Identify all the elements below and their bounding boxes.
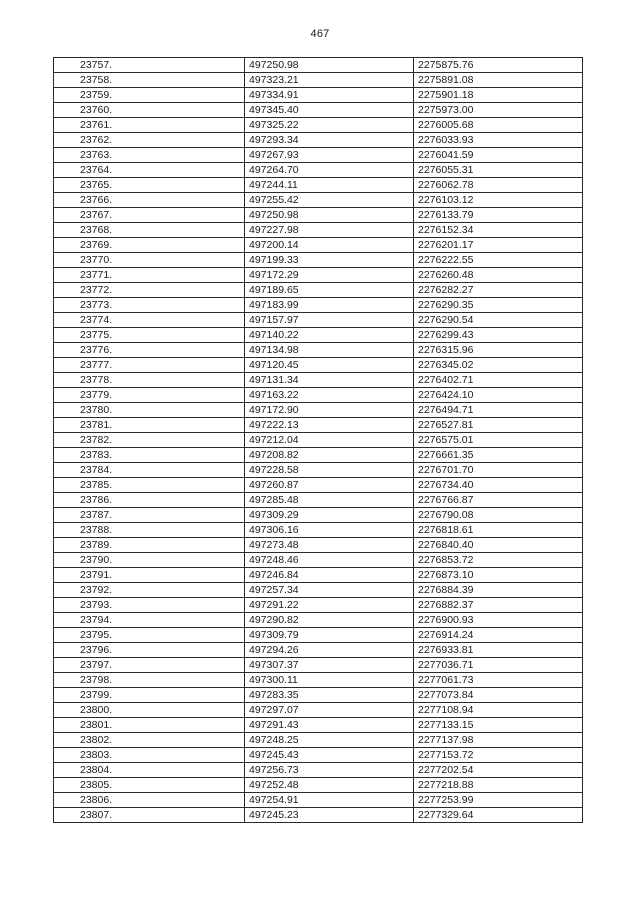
y-coordinate-cell: 2277202.54 (414, 763, 583, 778)
point-number-cell: 23768. (54, 223, 245, 238)
table-row (54, 238, 583, 253)
point-number-cell: 23792. (54, 583, 245, 598)
table-row (54, 733, 583, 748)
x-coordinate-cell: 497264.70 (245, 163, 414, 178)
point-number-cell: 23767. (54, 208, 245, 223)
x-coordinate-cell: 497245.23 (245, 808, 414, 823)
point-number-cell: 23800. (54, 703, 245, 718)
point-number-cell: 23771. (54, 268, 245, 283)
y-coordinate-cell: 2276055.31 (414, 163, 583, 178)
point-number-cell: 23782. (54, 433, 245, 448)
table-row (54, 403, 583, 418)
table-row (54, 373, 583, 388)
y-coordinate-cell: 2276734.40 (414, 478, 583, 493)
x-coordinate-cell: 497323.21 (245, 73, 414, 88)
point-number-cell: 23805. (54, 778, 245, 793)
y-coordinate-cell: 2276041.59 (414, 148, 583, 163)
x-coordinate-cell: 497297.07 (245, 703, 414, 718)
table-row (54, 688, 583, 703)
y-coordinate-cell: 2276661.35 (414, 448, 583, 463)
point-number-cell: 23773. (54, 298, 245, 313)
x-coordinate-cell: 497183.99 (245, 298, 414, 313)
point-number-cell: 23776. (54, 343, 245, 358)
y-coordinate-cell: 2276299.43 (414, 328, 583, 343)
point-number-cell: 23785. (54, 478, 245, 493)
y-coordinate-cell: 2276884.39 (414, 583, 583, 598)
y-coordinate-cell: 2277253.99 (414, 793, 583, 808)
coordinates-table (53, 57, 583, 823)
y-coordinate-cell: 2276527.81 (414, 418, 583, 433)
point-number-cell: 23761. (54, 118, 245, 133)
x-coordinate-cell: 497200.14 (245, 238, 414, 253)
point-number-cell: 23804. (54, 763, 245, 778)
y-coordinate-cell: 2277108.94 (414, 703, 583, 718)
y-coordinate-cell: 2276005.68 (414, 118, 583, 133)
y-coordinate-cell: 2276315.96 (414, 343, 583, 358)
table-row (54, 208, 583, 223)
x-coordinate-cell: 497245.43 (245, 748, 414, 763)
table-row (54, 808, 583, 823)
y-coordinate-cell: 2276933.81 (414, 643, 583, 658)
x-coordinate-cell: 497260.87 (245, 478, 414, 493)
x-coordinate-cell: 497120.45 (245, 358, 414, 373)
x-coordinate-cell: 497227.98 (245, 223, 414, 238)
table-row (54, 448, 583, 463)
table-row (54, 118, 583, 133)
x-coordinate-cell: 497291.43 (245, 718, 414, 733)
table-row (54, 73, 583, 88)
y-coordinate-cell: 2277218.88 (414, 778, 583, 793)
table-row (54, 388, 583, 403)
y-coordinate-cell: 2276222.55 (414, 253, 583, 268)
page-number: 467 (310, 28, 330, 40)
point-number-cell: 23802. (54, 733, 245, 748)
y-coordinate-cell: 2276701.70 (414, 463, 583, 478)
y-coordinate-cell: 2277036.71 (414, 658, 583, 673)
table-row (54, 583, 583, 598)
x-coordinate-cell: 497291.22 (245, 598, 414, 613)
table-row (54, 658, 583, 673)
x-coordinate-cell: 497283.35 (245, 688, 414, 703)
x-coordinate-cell: 497300.11 (245, 673, 414, 688)
table-row (54, 763, 583, 778)
table-row (54, 643, 583, 658)
y-coordinate-cell: 2276575.01 (414, 433, 583, 448)
point-number-cell: 23760. (54, 103, 245, 118)
table-row (54, 253, 583, 268)
table-row (54, 613, 583, 628)
table-row (54, 598, 583, 613)
table-row (54, 568, 583, 583)
y-coordinate-cell: 2276133.79 (414, 208, 583, 223)
table-row (54, 778, 583, 793)
y-coordinate-cell: 2276290.54 (414, 313, 583, 328)
x-coordinate-cell: 497189.65 (245, 283, 414, 298)
x-coordinate-cell: 497306.16 (245, 523, 414, 538)
table-row (54, 718, 583, 733)
table-row (54, 418, 583, 433)
y-coordinate-cell: 2275891.08 (414, 73, 583, 88)
point-number-cell: 23757. (54, 58, 245, 73)
y-coordinate-cell: 2277061.73 (414, 673, 583, 688)
y-coordinate-cell: 2277329.64 (414, 808, 583, 823)
point-number-cell: 23758. (54, 73, 245, 88)
table-row (54, 133, 583, 148)
point-number-cell: 23789. (54, 538, 245, 553)
table-row (54, 193, 583, 208)
point-number-cell: 23795. (54, 628, 245, 643)
x-coordinate-cell: 497222.13 (245, 418, 414, 433)
table-row (54, 163, 583, 178)
point-number-cell: 23790. (54, 553, 245, 568)
x-coordinate-cell: 497267.93 (245, 148, 414, 163)
table-row (54, 343, 583, 358)
table-row (54, 538, 583, 553)
table-row (54, 313, 583, 328)
point-number-cell: 23786. (54, 493, 245, 508)
y-coordinate-cell: 2277153.72 (414, 748, 583, 763)
point-number-cell: 23759. (54, 88, 245, 103)
x-coordinate-cell: 497256.73 (245, 763, 414, 778)
point-number-cell: 23784. (54, 463, 245, 478)
y-coordinate-cell: 2276290.35 (414, 298, 583, 313)
y-coordinate-cell: 2275875.76 (414, 58, 583, 73)
table-row (54, 433, 583, 448)
point-number-cell: 23796. (54, 643, 245, 658)
y-coordinate-cell: 2276062.78 (414, 178, 583, 193)
x-coordinate-cell: 497172.90 (245, 403, 414, 418)
table-row (54, 523, 583, 538)
y-coordinate-cell: 2277137.98 (414, 733, 583, 748)
table-row (54, 268, 583, 283)
table-row (54, 328, 583, 343)
x-coordinate-cell: 497140.22 (245, 328, 414, 343)
x-coordinate-cell: 497246.84 (245, 568, 414, 583)
table-row (54, 553, 583, 568)
point-number-cell: 23803. (54, 748, 245, 763)
x-coordinate-cell: 497254.91 (245, 793, 414, 808)
table-row (54, 493, 583, 508)
point-number-cell: 23787. (54, 508, 245, 523)
y-coordinate-cell: 2276914.24 (414, 628, 583, 643)
x-coordinate-cell: 497285.48 (245, 493, 414, 508)
x-coordinate-cell: 497248.25 (245, 733, 414, 748)
point-number-cell: 23772. (54, 283, 245, 298)
point-number-cell: 23807. (54, 808, 245, 823)
x-coordinate-cell: 497199.33 (245, 253, 414, 268)
x-coordinate-cell: 497345.40 (245, 103, 414, 118)
x-coordinate-cell: 497273.48 (245, 538, 414, 553)
x-coordinate-cell: 497252.48 (245, 778, 414, 793)
x-coordinate-cell: 497290.82 (245, 613, 414, 628)
y-coordinate-cell: 2276790.08 (414, 508, 583, 523)
x-coordinate-cell: 497248.46 (245, 553, 414, 568)
y-coordinate-cell: 2277133.15 (414, 718, 583, 733)
table-row (54, 628, 583, 643)
table-row (54, 463, 583, 478)
x-coordinate-cell: 497309.79 (245, 628, 414, 643)
point-number-cell: 23779. (54, 388, 245, 403)
y-coordinate-cell: 2276840.40 (414, 538, 583, 553)
point-number-cell: 23775. (54, 328, 245, 343)
point-number-cell: 23781. (54, 418, 245, 433)
x-coordinate-cell: 497172.29 (245, 268, 414, 283)
table-row (54, 88, 583, 103)
point-number-cell: 23788. (54, 523, 245, 538)
table-row (54, 508, 583, 523)
table-row (54, 793, 583, 808)
table-row (54, 673, 583, 688)
point-number-cell: 23777. (54, 358, 245, 373)
x-coordinate-cell: 497309.29 (245, 508, 414, 523)
point-number-cell: 23793. (54, 598, 245, 613)
point-number-cell: 23783. (54, 448, 245, 463)
x-coordinate-cell: 497293.34 (245, 133, 414, 148)
point-number-cell: 23797. (54, 658, 245, 673)
y-coordinate-cell: 2275973.00 (414, 103, 583, 118)
x-coordinate-cell: 497157.97 (245, 313, 414, 328)
point-number-cell: 23774. (54, 313, 245, 328)
point-number-cell: 23794. (54, 613, 245, 628)
table-row (54, 703, 583, 718)
y-coordinate-cell: 2276424.10 (414, 388, 583, 403)
y-coordinate-cell: 2276882.37 (414, 598, 583, 613)
x-coordinate-cell: 497131.34 (245, 373, 414, 388)
y-coordinate-cell: 2276201.17 (414, 238, 583, 253)
point-number-cell: 23769. (54, 238, 245, 253)
x-coordinate-cell: 497325.22 (245, 118, 414, 133)
x-coordinate-cell: 497307.37 (245, 658, 414, 673)
table-row (54, 748, 583, 763)
point-number-cell: 23778. (54, 373, 245, 388)
y-coordinate-cell: 2276853.72 (414, 553, 583, 568)
table-row (54, 58, 583, 73)
table-row (54, 148, 583, 163)
y-coordinate-cell: 2276873.10 (414, 568, 583, 583)
point-number-cell: 23770. (54, 253, 245, 268)
y-coordinate-cell: 2276766.87 (414, 493, 583, 508)
y-coordinate-cell: 2276260.48 (414, 268, 583, 283)
table-row (54, 358, 583, 373)
point-number-cell: 23766. (54, 193, 245, 208)
point-number-cell: 23763. (54, 148, 245, 163)
table-row (54, 103, 583, 118)
x-coordinate-cell: 497208.82 (245, 448, 414, 463)
x-coordinate-cell: 497163.22 (245, 388, 414, 403)
x-coordinate-cell: 497250.98 (245, 58, 414, 73)
y-coordinate-cell: 2276033.93 (414, 133, 583, 148)
point-number-cell: 23780. (54, 403, 245, 418)
point-number-cell: 23762. (54, 133, 245, 148)
point-number-cell: 23806. (54, 793, 245, 808)
y-coordinate-cell: 2276494.71 (414, 403, 583, 418)
x-coordinate-cell: 497257.34 (245, 583, 414, 598)
y-coordinate-cell: 2276282.27 (414, 283, 583, 298)
table-row (54, 223, 583, 238)
table-row (54, 298, 583, 313)
table-row (54, 283, 583, 298)
y-coordinate-cell: 2276402.71 (414, 373, 583, 388)
y-coordinate-cell: 2276818.61 (414, 523, 583, 538)
x-coordinate-cell: 497244.11 (245, 178, 414, 193)
y-coordinate-cell: 2276152.34 (414, 223, 583, 238)
point-number-cell: 23764. (54, 163, 245, 178)
y-coordinate-cell: 2276103.12 (414, 193, 583, 208)
point-number-cell: 23801. (54, 718, 245, 733)
x-coordinate-cell: 497294.26 (245, 643, 414, 658)
table-row (54, 178, 583, 193)
x-coordinate-cell: 497134.98 (245, 343, 414, 358)
coordinates-table-body (54, 58, 583, 823)
point-number-cell: 23791. (54, 568, 245, 583)
y-coordinate-cell: 2277073.84 (414, 688, 583, 703)
y-coordinate-cell: 2275901.18 (414, 88, 583, 103)
x-coordinate-cell: 497212.04 (245, 433, 414, 448)
point-number-cell: 23799. (54, 688, 245, 703)
y-coordinate-cell: 2276345.02 (414, 358, 583, 373)
table-row (54, 478, 583, 493)
x-coordinate-cell: 497255.42 (245, 193, 414, 208)
point-number-cell: 23765. (54, 178, 245, 193)
x-coordinate-cell: 497250.98 (245, 208, 414, 223)
point-number-cell: 23798. (54, 673, 245, 688)
y-coordinate-cell: 2276900.93 (414, 613, 583, 628)
x-coordinate-cell: 497228.58 (245, 463, 414, 478)
x-coordinate-cell: 497334.91 (245, 88, 414, 103)
